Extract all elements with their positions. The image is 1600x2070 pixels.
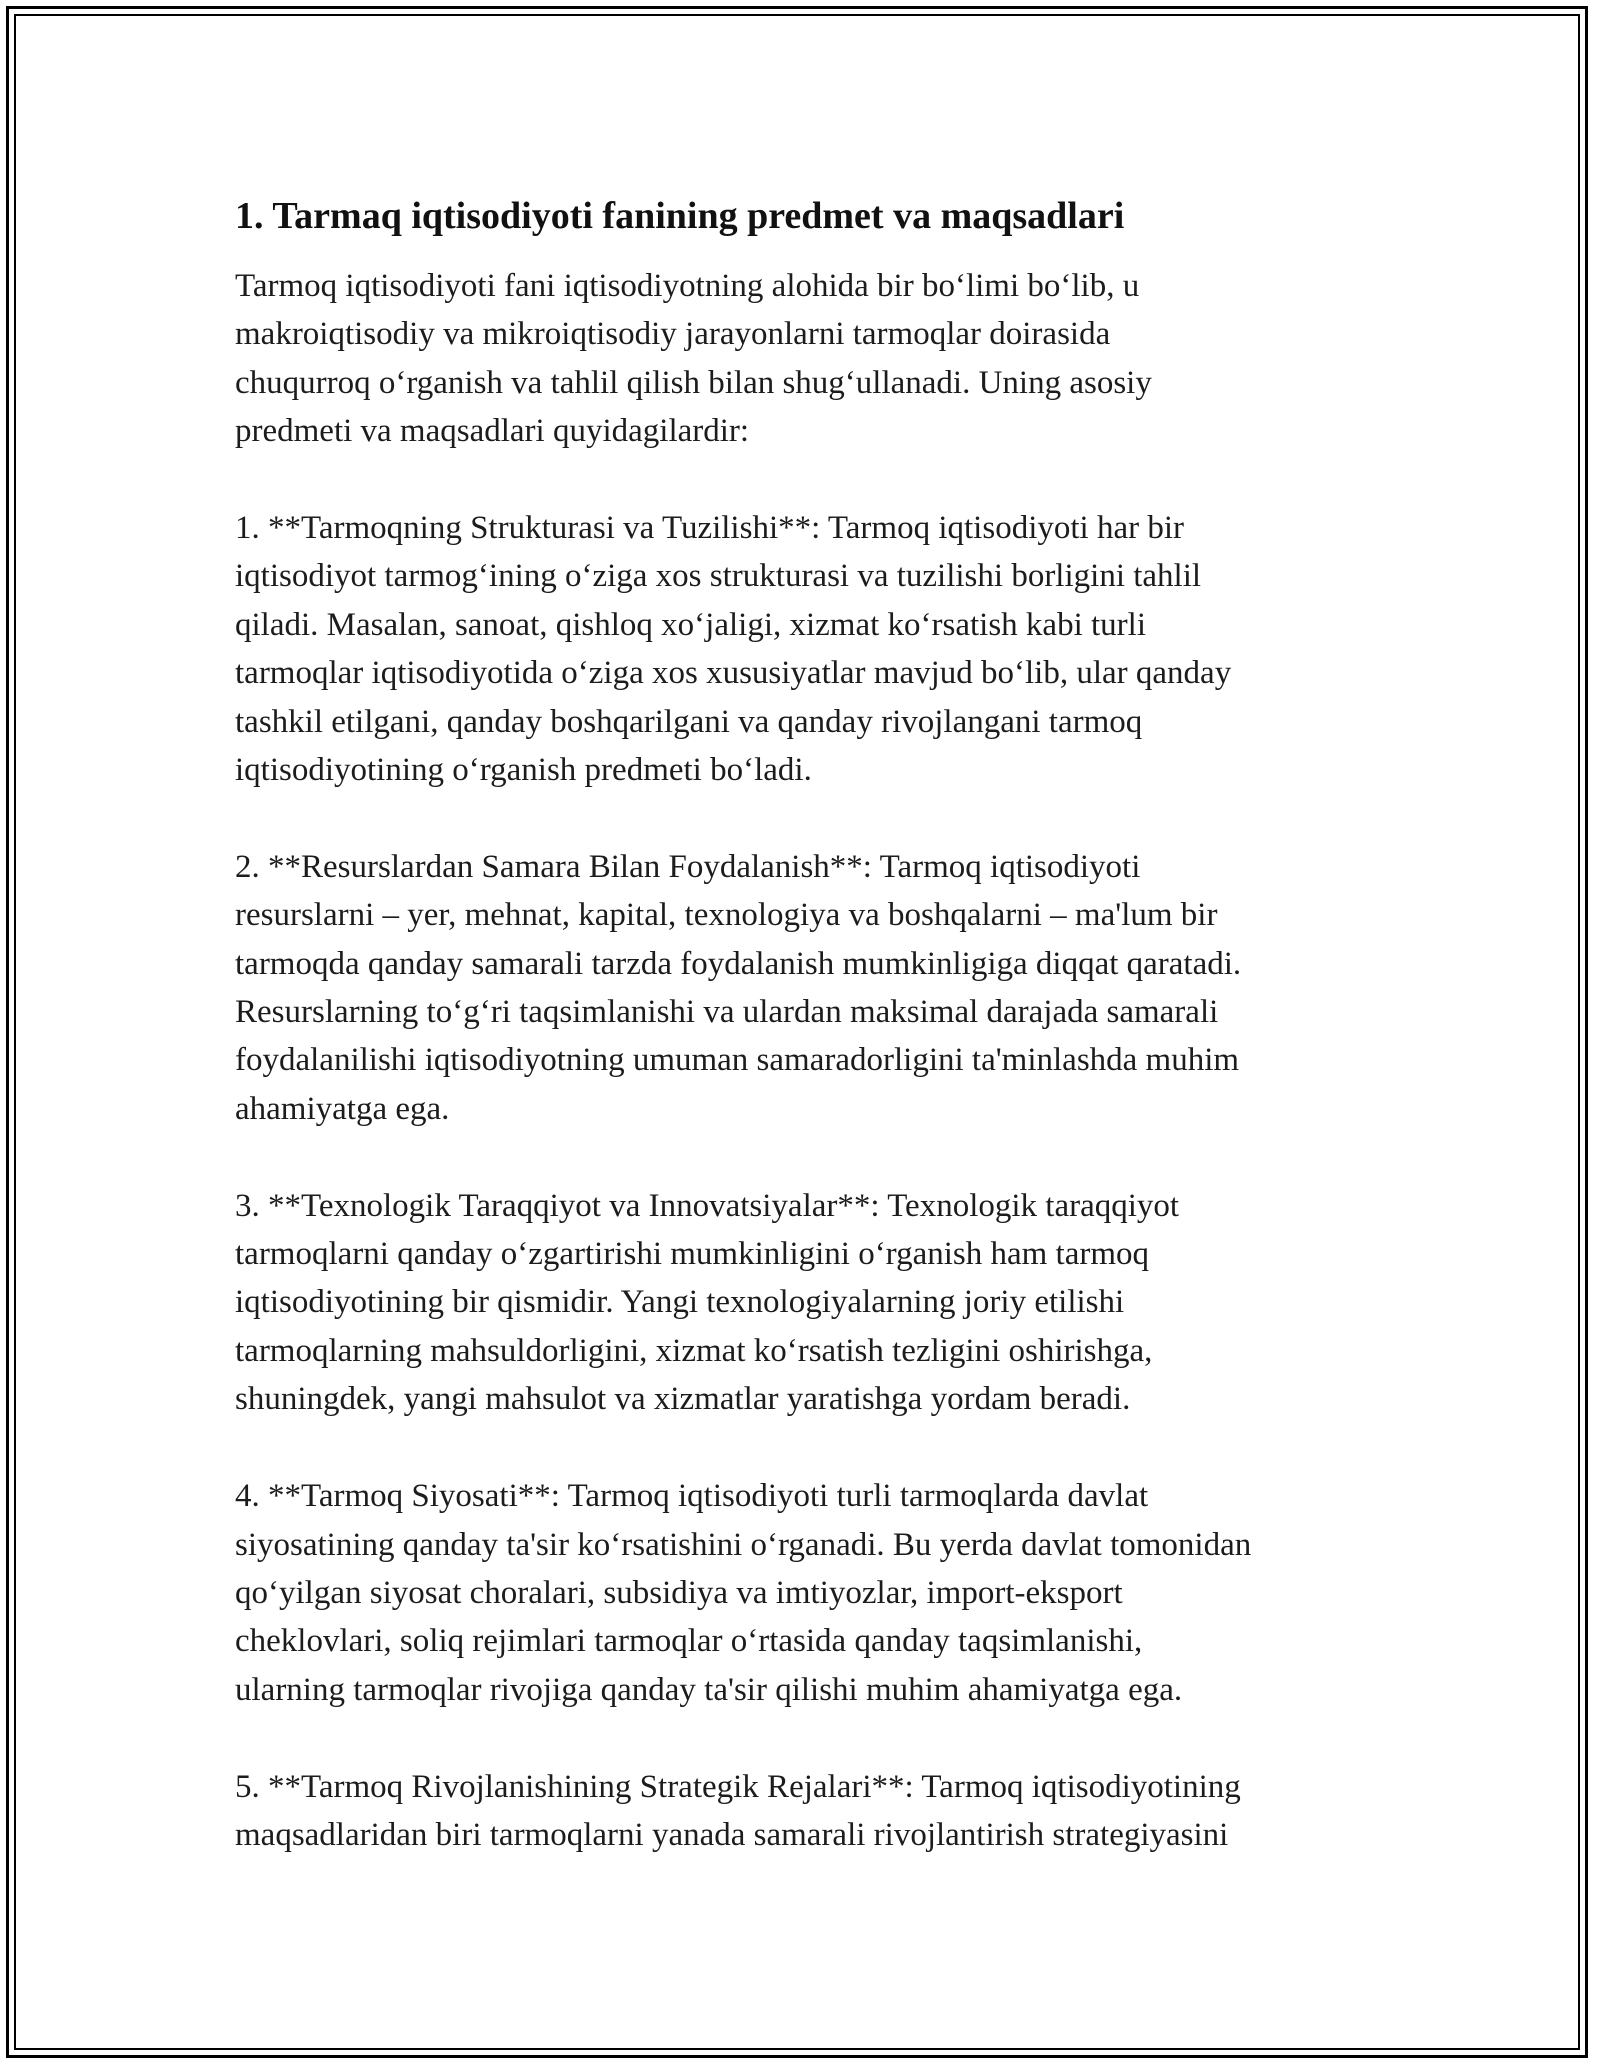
document-title: 1. Tarmaq iqtisodiyoti fanining predmet va maqsadlari	[235, 195, 1125, 237]
paragraph-line: 4. **Tarmoq Siyosati**: Tarmoq iqtisodiyoti turli tarmoqlarda davlat	[235, 1478, 1149, 1515]
paragraph-line: maqsadlaridan biri tarmoqlarni yanada samarali rivojlantirish strategiyasini	[235, 1816, 1229, 1853]
paragraph-line: makroiqtisodiy va mikroiqtisodiy jarayonlarni tarmoqlar doirasida	[235, 316, 1111, 353]
paragraph-line: chuqurroq o‘rganish va tahlil qilish bilan shug‘ullanadi. Uning asosiy	[235, 364, 1152, 401]
paragraph-line: siyosatining qanday ta'sir ko‘rsatishini o‘rganadi. Bu yerda davlat tomonidan	[235, 1526, 1252, 1563]
paragraph-line: predmeti va maqsadlari quyidagilardir:	[235, 413, 750, 450]
paragraph-line: iqtisodiyotining bir qismidir. Yangi texnologiyalarning joriy etilishi	[235, 1284, 1125, 1321]
paragraph-line: iqtisodiyot tarmog‘ining o‘ziga xos strukturasi va tuzilishi borligini tahlil	[235, 558, 1202, 595]
paragraph-line: tarmoqlar iqtisodiyotida o‘ziga xos xususiyatlar mavjud bo‘lib, ular qanday	[235, 655, 1232, 692]
paragraph-line: Tarmoq iqtisodiyoti fani iqtisodiyotning alohida bir bo‘limi bo‘lib, u	[235, 268, 1140, 304]
document-body	[235, 188, 1385, 1908]
list-item-resources	[235, 843, 1385, 1133]
paragraph-line: ahamiyatga ega.	[235, 1090, 450, 1127]
intro-paragraph	[235, 262, 1385, 456]
paragraph-line: Resurslarning to‘g‘ri taqsimlanishi va ulardan maksimal darajada samarali	[235, 994, 1219, 1031]
list-item-technology	[235, 1182, 1385, 1424]
paragraph-line: qo‘yilgan siyosat choralari, subsidiya va imtiyozlar, import-eksport	[235, 1574, 1123, 1611]
list-item-policy	[235, 1472, 1385, 1714]
paragraph-line: qiladi. Masalan, sanoat, qishloq xo‘jaligi, xizmat ko‘rsatish kabi turli	[235, 606, 1146, 643]
paragraph-line: tarmoqda qanday samarali tarzda foydalanish mumkinligiga diqqat qaratadi.	[235, 945, 1242, 982]
paragraph-line: tashkil etilgani, qanday boshqarilgani va qanday rivojlangani tarmoq	[235, 703, 1143, 740]
paragraph-line: tarmoqlarning mahsuldorligini, xizmat ko‘rsatish tezligini oshirishga,	[235, 1332, 1153, 1369]
paragraph-line: shuningdek, yangi mahsulot va xizmatlar yaratishga yordam beradi.	[235, 1381, 1131, 1418]
paragraph-line: ularning tarmoqlar rivojiga qanday ta'sir qilishi muhim ahamiyatga ega.	[235, 1671, 1183, 1708]
paragraph-line: 2. **Resurslardan Samara Bilan Foydalanish**: Tarmoq iqtisodiyoti	[235, 848, 1141, 885]
list-item-structure	[235, 504, 1385, 794]
list-item-strategy	[235, 1763, 1385, 1860]
paragraph-line: tarmoqlarni qanday o‘zgartirishi mumkinligini o‘rganish ham tarmoq	[235, 1236, 1150, 1273]
paragraph-line: 5. **Tarmoq Rivojlanishining Strategik Rejalari**: Tarmoq iqtisodiyotining	[235, 1768, 1241, 1805]
paragraph-line: 1. **Tarmoqning Strukturasi va Tuzilishi**: Tarmoq iqtisodiyoti har bir	[235, 510, 1184, 547]
paragraph-line: 3. **Texnologik Taraqqiyot va Innovatsiyalar**: Texnologik taraqqiyot	[235, 1187, 1180, 1224]
paragraph-line: resurslarni – yer, mehnat, kapital, texnologiya va boshqalarni – ma'lum bir	[235, 897, 1218, 934]
paragraph-line: foydalanilishi iqtisodiyotning umuman samaradorligini ta'minlashda muhim	[235, 1042, 1240, 1079]
paragraph-line: cheklovlari, soliq rejimlari tarmoqlar o‘rtasida qanday taqsimlanishi,	[235, 1623, 1143, 1660]
paragraph-line: iqtisodiyotining o‘rganish predmeti bo‘ladi.	[235, 752, 812, 789]
